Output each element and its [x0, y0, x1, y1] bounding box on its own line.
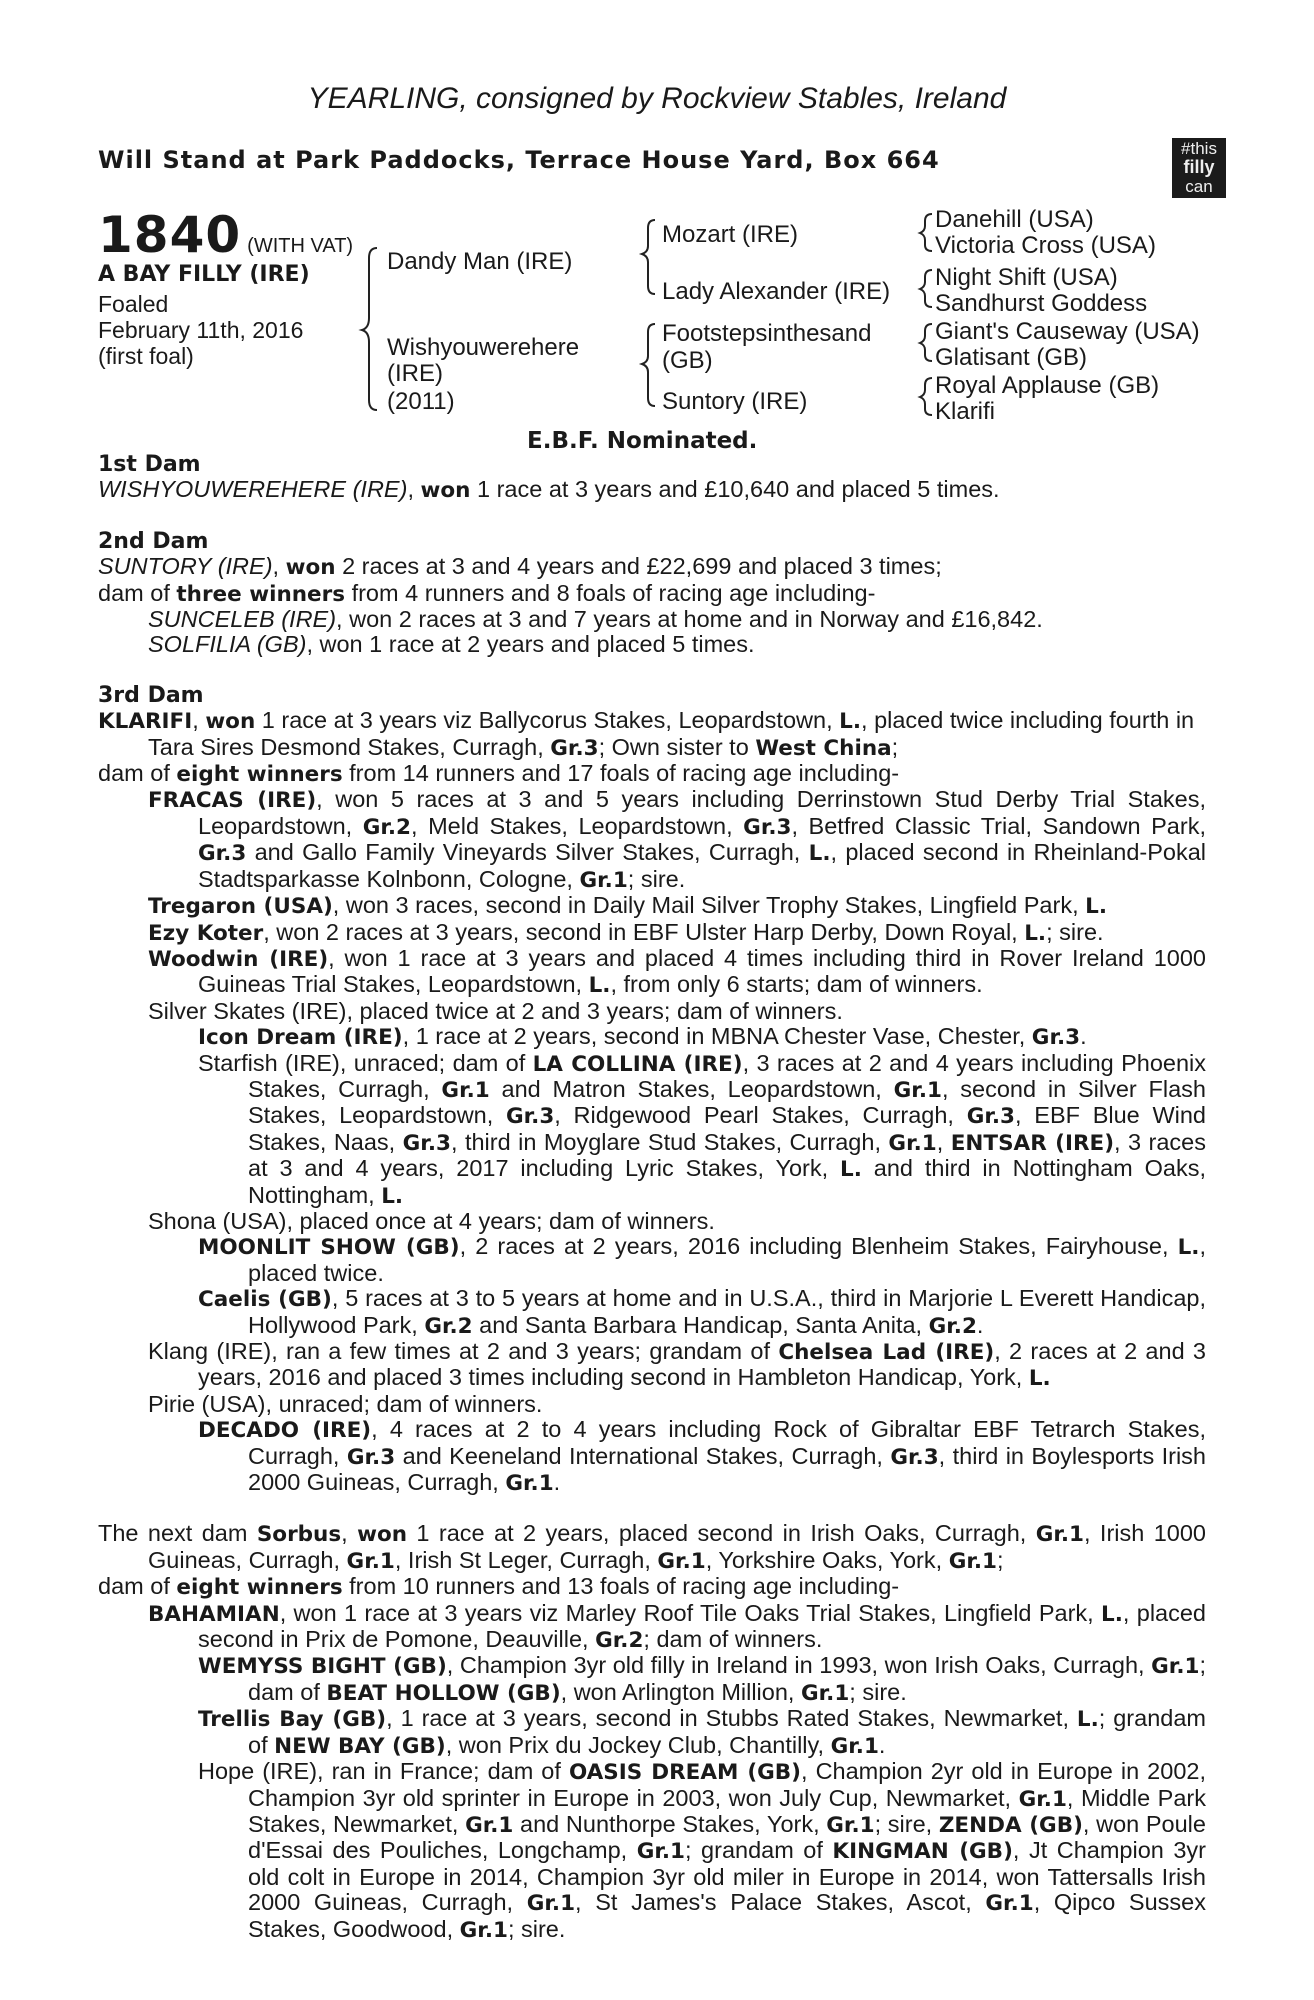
produce-suntory-2: SOLFILIA (GB), won 1 race at 2 years and placed 5 times.	[148, 631, 755, 658]
third-dam-produce-intro: dam of eight winners from 14 runners and 17 foals of racing age including-	[98, 760, 900, 788]
pedigree-sire-dam: Lady Alexander (IRE)	[662, 278, 891, 305]
foaled-label: Foaled	[98, 291, 169, 317]
ebf-nominated: E.B.F. Nominated.	[527, 428, 758, 454]
pedigree-g-dsd: Glatisant (GB)	[935, 344, 1088, 371]
lot-number-value: 1840	[98, 206, 242, 264]
pedigree-g-sds: Night Shift (USA)	[935, 264, 1118, 291]
pedigree-dam-line2: (IRE)	[387, 360, 443, 387]
logo-line-2: filly	[1183, 157, 1215, 177]
produce-fracas: FRACAS (IRE), won 5 races at 3 and 5 years including Derrinstown Stud Derby Trial Stakes, Leopardstown, Gr.2, Meld Stakes, Leopardstown, Gr.3, Betfred Classic Trial, Sandown Park, Gr.3 and Gallo Family Vineyards Silver Stakes, Curragh, L., placed second in Rheinland-Pokal Stadtsparkasse Kolnbonn, Cologne, Gr.1; sire.	[148, 786, 1207, 893]
pedigree-sire: Dandy Man (IRE)	[387, 248, 573, 275]
brace-g4	[920, 378, 932, 415]
produce-shona: Shona (USA), placed once at 4 years; dam of winners.	[148, 1207, 715, 1234]
produce-icon-dream: Icon Dream (IRE), 1 race at 2 years, second in MBNA Chester Vase, Chester, Gr.3.	[198, 1023, 1087, 1051]
pedigree-g-dss: Giant's Causeway (USA)	[935, 318, 1200, 345]
logo-line-3: can	[1185, 177, 1213, 196]
produce-tregaron: Tregaron (USA), won 3 races, second in Daily Mail Silver Trophy Stakes, Lingfield Park, L.	[148, 892, 1108, 920]
pedigree-dam-line3: (2011)	[387, 388, 455, 415]
second-dam-heading: 2nd Dam	[98, 528, 209, 554]
produce-moonlit-show: MOONLIT SHOW (GB), 2 races at 2 years, 2016 including Blenheim Stakes, Fairyhouse, L., placed twice.	[198, 1233, 1206, 1286]
produce-pirie: Pirie (USA), unraced; dam of winners.	[148, 1390, 543, 1417]
produce-decado: DECADO (IRE), 4 races at 2 to 4 years including Rock of Gibraltar EBF Tetrarch Stakes, Curragh, Gr.3 and Keeneland International Stakes, Curragh, Gr.3, third in Boylesports Irish 2000 Guineas, Curragh, Gr.1.	[198, 1416, 1206, 1497]
brace-sire-dam	[362, 248, 377, 410]
third-dam-heading: 3rd Dam	[98, 682, 204, 708]
produce-woodwin: Woodwin (IRE), won 1 race at 3 years and placed 4 times including third in Rover Ireland 1000 Guineas Trial Stakes, Leopardstown, L., from only 6 starts; dam of winners.	[148, 944, 1206, 999]
produce-silver-skates: Silver Skates (IRE), placed twice at 2 and 3 years; dam of winners.	[148, 997, 843, 1024]
brace-g3	[920, 324, 932, 361]
page-title: YEARLING, consigned by Rockview Stables, Ireland	[307, 82, 1007, 115]
third-dam-text: KLARIFI, won 1 race at 3 years viz Ballycorus Stakes, Leopardstown, L., placed twice including fourth in Tara Sires Desmond Stakes, Curragh, Gr.3; Own sister to West China;	[98, 707, 1195, 761]
brace-dam-line	[642, 324, 655, 406]
produce-caelis: Caelis (GB), 5 races at 3 to 5 years at home and in U.S.A., third in Marjorie L Everett Handicap, Hollywood Park, Gr.2 and Santa Barbara Handicap, Santa Anita, Gr.2.	[198, 1285, 1206, 1339]
first-dam-heading: 1st Dam	[98, 452, 201, 477]
pedigree-g-ddd: Klarifi	[935, 398, 996, 425]
first-dam-text: WISHYOUWEREHERE (IRE), won 1 race at 3 years and £10,640 and placed 5 times.	[98, 476, 1000, 504]
pedigree-sire-sire: Mozart (IRE)	[662, 221, 799, 248]
produce-ezy-koter: Ezy Koter, won 2 races at 3 years, second in EBF Ulster Harp Derby, Down Royal, L.; sire.	[148, 918, 1104, 946]
horse-name: A BAY FILLY (IRE)	[98, 262, 310, 287]
catalogue-body	[98, 452, 1206, 1943]
pedigree-g-ssd: Victoria Cross (USA)	[935, 232, 1156, 259]
vat-label: (WITH VAT)	[247, 235, 354, 257]
first-foal-note: (first foal)	[98, 343, 194, 369]
pedigree-dam-dam: Suntory (IRE)	[662, 388, 808, 415]
brace-sire-line	[642, 220, 655, 294]
brace-g2	[920, 270, 932, 307]
pedigree-g-sss: Danehill (USA)	[935, 206, 1094, 233]
produce-bahamian: BAHAMIAN, won 1 race at 3 years viz Marley Roof Tile Oaks Trial Stakes, Lingfield Park, L., placed second in Prix de Pomone, Deauville, Gr.2; dam of winners.	[148, 1599, 1207, 1654]
produce-trellis-bay: Trellis Bay (GB), 1 race at 3 years, second in Stubbs Rated Stakes, Newmarket, L.; grandam of NEW BAY (GB), won Prix du Jockey Club, Chantilly, Gr.1.	[198, 1705, 1206, 1759]
logo-line-1: #this	[1181, 139, 1217, 158]
stand-location: Will Stand at Park Paddocks, Terrace House Yard, Box 664	[98, 146, 940, 174]
brace-g1	[920, 214, 932, 251]
pedigree-g-sdd: Sandhurst Goddess	[935, 290, 1148, 317]
foaled-date: February 11th, 2016	[98, 317, 304, 343]
produce-wemyss-bight: WEMYSS BIGHT (GB), Champion 3yr old filly in Ireland in 1993, won Irish Oaks, Curragh, Gr.1; dam of BEAT HOLLOW (GB), won Arlington Million, Gr.1; sire.	[198, 1652, 1206, 1706]
next-dam-text: The next dam Sorbus, won 1 race at 2 years, placed second in Irish Oaks, Curragh, Gr.1, Irish 1000 Guineas, Curragh, Gr.1, Irish St Leger, Curragh, Gr.1, Yorkshire Oaks, York, Gr.1;	[98, 1520, 1206, 1574]
pedigree-dam-sire-line1: Footstepsinthesand	[662, 320, 872, 347]
second-dam-text: SUNTORY (IRE), won 2 races at 3 and 4 years and £22,699 and placed 3 times;	[98, 553, 942, 581]
pedigree-dam-sire-line2: (GB)	[662, 347, 713, 374]
pedigree-dam-line1: Wishyouwerehere	[387, 334, 580, 361]
pedigree-g-dds: Royal Applause (GB)	[935, 372, 1160, 399]
produce-klang: Klang (IRE), ran a few times at 2 and 3 years; grandam of Chelsea Lad (IRE), 2 races at 2 and 3 years, 2016 and placed 3 times including second in Hambleton Handicap, York, L.	[148, 1338, 1207, 1392]
next-dam-produce-intro: dam of eight winners from 10 runners and 13 foals of racing age including-	[98, 1573, 900, 1601]
second-dam-produce-intro: dam of three winners from 4 runners and 8 foals of racing age including-	[98, 579, 876, 607]
produce-suntory-1: SUNCELEB (IRE), won 2 races at 3 and 7 years at home and in Norway and £16,842.	[148, 606, 1043, 633]
produce-starfish: Starfish (IRE), unraced; dam of LA COLLINA (IRE), 3 races at 2 and 4 years including Phoenix Stakes, Curragh, Gr.1 and Matron Stakes, Leopardstown, Gr.1, second in Silver Flash Stakes, Leopardstown, Gr.3, Ridgewood Pearl Stakes, Curragh, Gr.3, EBF Blue Wind Stakes, Naas, Gr.3, third in Moyglare Stud Stakes, Curragh, Gr.1, ENTSAR (IRE), 3 races at 3 and 4 years, 2017 including Lyric Stakes, York, L. and third in Nottingham Oaks, Nottingham, L.	[198, 1049, 1207, 1209]
produce-hope: Hope (IRE), ran in France; dam of OASIS DREAM (GB), Champion 2yr old in Europe in 2002, Champion 3yr old sprinter in Europe in 2003, won July Cup, Newmarket, Gr.1, Middle Park Stakes, Newmarket, Gr.1 and Nunthorpe Stakes, York, Gr.1; sire, ZENDA (GB), won Poule d'Essai des Pouliches, Longchamp, Gr.1; grandam of KINGMAN (GB), Jt Champion 3yr old colt in Europe in 2014, Champion 3yr old miler in Europe in 2014, won Tattersalls Irish 2000 Guineas, Curragh, Gr.1, St James's Palace Stakes, Ascot, Gr.1, Qipco Sussex Stakes, Goodwood, Gr.1; sire.	[198, 1758, 1206, 1943]
